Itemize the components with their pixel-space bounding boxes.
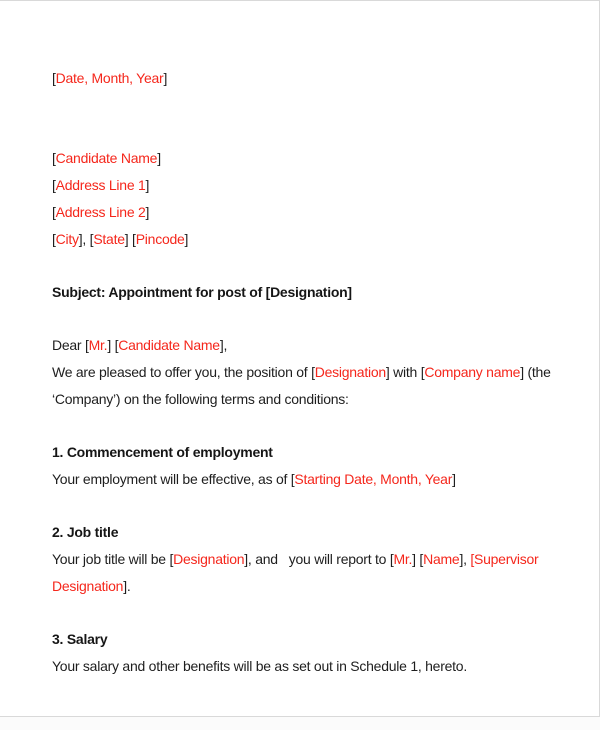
letter-line [52,199,589,226]
section-2-job-title [52,519,589,600]
letter-text: Your employment will be effective, as of [ [52,471,295,487]
letter-line [52,279,589,306]
letter-line [52,626,589,653]
letter-line [52,546,589,573]
heading-text: 3. Salary [52,631,108,647]
letter-text: ‘Company’) on the following terms and conditions: [52,391,349,407]
letter-line [52,65,589,92]
letter-line [52,226,589,253]
placeholder-field: Starting Date, Month, Year [294,471,453,487]
subject-line-block [52,279,589,306]
section-1-commencement [52,439,589,493]
letter-line [52,386,589,413]
letter-text: Your salary and other benefits will be as set out in Schedule 1, hereto. [52,658,467,674]
letter-text: ], [219,337,228,353]
letter-text: ], [459,551,471,567]
letter-text: [ [52,177,56,193]
letter-line [52,359,589,386]
section-3-salary [52,626,589,680]
letter-line [52,439,589,466]
letter-line [52,172,589,199]
placeholder-field: Address Line 2 [55,204,146,220]
placeholder-field: Date, Month, Year [55,70,164,86]
heading-text: Subject: Appointment for post of [Designation] [52,284,352,300]
letter-text: Your job title will be [ [52,551,174,567]
placeholder-field: State [93,231,125,247]
letter-text: [ [52,150,56,166]
placeholder-field: Designation [52,578,124,594]
letter-text: ], [ [78,231,94,247]
placeholder-field: [Supervisor [470,551,539,567]
heading-text: 2. Job title [52,524,119,540]
placeholder-field: Candidate Name [118,337,220,353]
letter-line [52,466,589,493]
letter-line [52,573,589,600]
letter-text: ] [ [107,337,119,353]
letter-text: Dear [ [52,337,89,353]
placeholder-field: Company name [424,364,521,380]
placeholder-field: Candidate Name [55,150,158,166]
letter-text: [ [52,204,56,220]
letter-line [52,145,589,172]
letter-text: ] [ [124,231,136,247]
letter-line [52,332,589,359]
placeholder-field: Designation [173,551,245,567]
placeholder-field: City [55,231,79,247]
letter-text: [ [52,231,56,247]
letter-text: [ [52,70,56,86]
letter-text: We are pleased to offer you, the position of [ [52,364,315,380]
placeholder-field: Mr. [88,337,108,353]
placeholder-field: Pincode [135,231,185,247]
letter-line [52,519,589,546]
letter-text: ] [163,70,168,86]
letter-text: ] [157,150,161,166]
letter-line [52,653,589,680]
recipient-address-block [52,145,589,253]
date-block [52,65,589,92]
letter-text: ] with [ [385,364,425,380]
letter-text: ], and you will report to [ [244,551,394,567]
letter-text: ] (the [520,364,551,380]
letter-text: ] [145,204,150,220]
letter-text: ] [145,177,150,193]
letter-text: ]. [123,578,131,594]
letter-text: ] [184,231,189,247]
heading-text: 1. Commencement of employment [52,444,273,460]
placeholder-field: Designation [314,364,386,380]
placeholder-field: Address Line 1 [55,177,146,193]
placeholder-field: Name [423,551,460,567]
letter-text: ] [ [412,551,424,567]
letter-text: ] [452,471,456,487]
salutation-and-intro-block [52,332,589,413]
placeholder-field: Mr. [393,551,413,567]
